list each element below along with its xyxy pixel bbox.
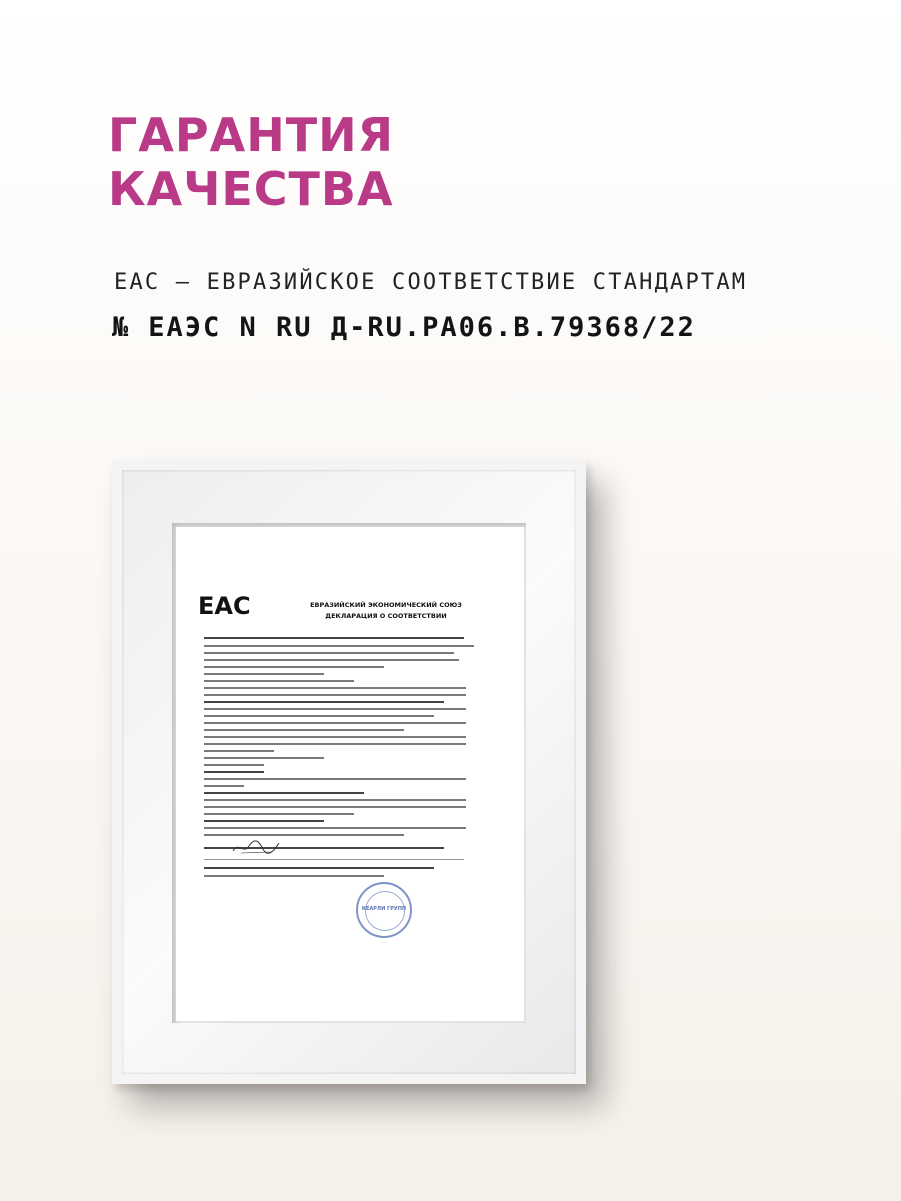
document-text-line bbox=[204, 792, 364, 794]
document-text-line bbox=[204, 666, 384, 668]
document-text-line bbox=[204, 806, 466, 808]
declaration-document bbox=[176, 527, 524, 1021]
number-sign: № bbox=[112, 312, 131, 343]
declaration-number-row bbox=[112, 312, 696, 343]
document-text-line bbox=[204, 834, 404, 836]
document-text-line bbox=[204, 687, 466, 689]
certificate-frame bbox=[112, 460, 586, 1084]
company-stamp bbox=[356, 882, 412, 938]
document-text-line bbox=[204, 701, 444, 703]
document-text-line bbox=[204, 729, 404, 731]
document-text-line bbox=[204, 785, 244, 787]
declaration-number: ЕАЭС N RU Д-RU.PA06.B.79368/22 bbox=[148, 312, 696, 343]
document-text-line bbox=[204, 875, 384, 877]
frame-mat bbox=[172, 523, 526, 1023]
document-text-line bbox=[204, 736, 466, 738]
document-text-line bbox=[204, 673, 324, 675]
signature bbox=[231, 837, 281, 857]
stamp-text: КЕАРЛИ ГРУПП bbox=[361, 906, 407, 912]
eac-logo: EAC bbox=[198, 592, 251, 620]
page-heading bbox=[108, 108, 394, 216]
document-header-title: ДЕКЛАРАЦИЯ О СООТВЕТСТВИИ bbox=[325, 612, 447, 620]
document-text-line bbox=[204, 715, 434, 717]
document-text-line bbox=[204, 637, 464, 639]
document-text-line bbox=[204, 778, 466, 780]
document-text-line bbox=[204, 764, 264, 766]
document-text-line bbox=[204, 722, 466, 724]
document-text-line bbox=[204, 799, 466, 801]
document-text-line bbox=[204, 827, 466, 829]
eac-subtitle: ЕАС – ЕВРАЗИЙСКОЕ СООТВЕТСТВИЕ СТАНДАРТАМ bbox=[114, 270, 748, 295]
document-header-union: ЕВРАЗИЙСКИЙ ЭКОНОМИЧЕСКИЙ СОЮЗ bbox=[310, 601, 462, 609]
document-text-line bbox=[204, 708, 466, 710]
document-text-line bbox=[204, 652, 454, 654]
heading-line-2: КАЧЕСТВА bbox=[108, 162, 394, 216]
document-text-line bbox=[204, 813, 354, 815]
document-text-line bbox=[204, 743, 466, 745]
document-text-line bbox=[204, 680, 354, 682]
document-text-line bbox=[204, 694, 466, 696]
document-text-line bbox=[204, 859, 464, 860]
document-text-line bbox=[204, 867, 434, 869]
document-text-line bbox=[204, 659, 459, 661]
heading-line-1: ГАРАНТИЯ bbox=[108, 108, 395, 162]
document-text-line bbox=[204, 820, 324, 822]
document-text-line bbox=[204, 771, 264, 773]
document-text-line bbox=[204, 757, 324, 759]
document-text-line bbox=[204, 750, 274, 752]
document-text-line bbox=[204, 645, 474, 647]
